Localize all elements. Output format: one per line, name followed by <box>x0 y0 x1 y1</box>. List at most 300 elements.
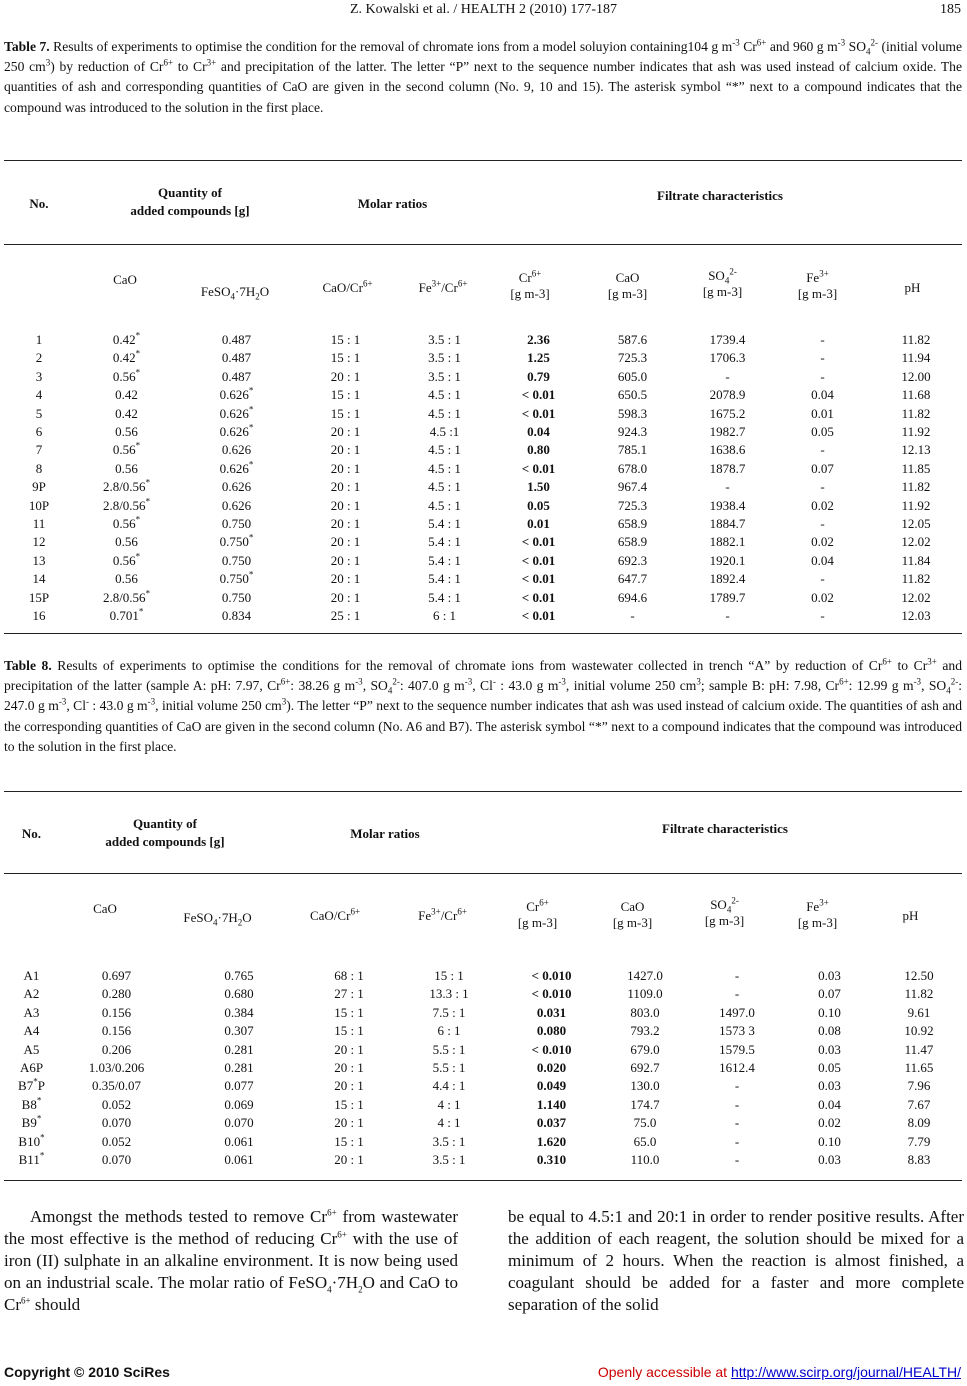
table-cell: 11.85 <box>901 460 931 476</box>
table-cell: 3.5 : 1 <box>428 350 461 366</box>
table-cell: 1.25 <box>527 350 550 366</box>
table-cell: 658.9 <box>617 534 648 550</box>
table-cell: 11 <box>32 516 46 532</box>
table7-top-rule <box>4 160 962 161</box>
table-cell: 15 : 1 <box>330 387 361 403</box>
table-cell: 0.750* <box>219 569 254 587</box>
table-cell: 0.56 <box>115 460 138 476</box>
table-cell: 2.8/0.56* <box>102 588 151 605</box>
table-cell: A5 <box>23 1041 40 1057</box>
table-cell: 20 : 1 <box>334 1041 364 1057</box>
table-cell: 11.92 <box>901 424 931 440</box>
table-cell: 4.4 : 1 <box>432 1078 466 1094</box>
table-cell: 4.5 : 1 <box>428 479 461 495</box>
table-cell: 0.56 <box>115 424 138 440</box>
table-cell: 11.82 <box>901 479 931 495</box>
table-row <box>4 515 962 533</box>
table-cell: 2078.9 <box>709 387 746 403</box>
table-cell: 0.07 <box>811 460 834 476</box>
table-cell: B9* <box>21 1113 42 1131</box>
table-row <box>4 441 962 459</box>
table-cell: < 0.01 <box>521 589 556 605</box>
table-cell: 3.5 : 1 <box>432 1152 466 1168</box>
table-cell: 1882.1 <box>709 534 746 550</box>
table-cell: 20 : 1 <box>334 1152 364 1168</box>
table-cell: 4 : 1 <box>437 1115 461 1131</box>
table-cell: 15 : 1 <box>334 1096 364 1112</box>
table-cell: 0.56* <box>112 367 141 384</box>
table-cell: 658.9 <box>617 516 648 532</box>
table-cell: 12 <box>32 534 46 550</box>
table-row <box>4 570 962 588</box>
table-cell: 605.0 <box>617 368 648 384</box>
t7-header-quantity <box>90 184 290 220</box>
table-cell: 15 : 1 <box>334 1004 364 1020</box>
table-cell: < 0.01 <box>521 608 556 624</box>
table-cell: 8.09 <box>907 1115 931 1131</box>
table-cell: - <box>734 1096 740 1112</box>
t7-sub-cao-f: CaO [g m-3] <box>607 270 648 301</box>
table-cell: 20 : 1 <box>334 1115 364 1131</box>
table-cell: 4.5 : 1 <box>428 442 461 458</box>
table-cell: 5 <box>35 405 43 421</box>
table-cell: 0.834 <box>221 608 252 624</box>
table-cell: 3.5 : 1 <box>428 332 461 347</box>
table-cell: 0.03 <box>818 968 841 983</box>
table-cell: - <box>734 1152 740 1168</box>
table-cell: 0.56* <box>112 441 141 458</box>
table-row <box>4 985 962 1003</box>
table-cell: 110.0 <box>630 1152 660 1168</box>
table-cell: 1892.4 <box>709 571 746 587</box>
table-cell: 5.4 : 1 <box>428 571 461 587</box>
table-cell: - <box>725 608 730 624</box>
table-cell: 20 : 1 <box>330 479 361 495</box>
table-cell: 1.140 <box>536 1096 567 1112</box>
t7-sub-cr6: $Cr^{6+}$ [g m-3] <box>510 268 550 301</box>
table-row <box>4 478 962 496</box>
table-row <box>4 368 962 386</box>
table-cell: 678.0 <box>617 460 648 476</box>
table-cell: 12.50 <box>904 968 934 983</box>
table-cell: 0.05 <box>527 497 550 513</box>
table-cell: 0.061 <box>224 1152 254 1168</box>
table-cell: 20 : 1 <box>330 534 361 550</box>
table-cell: < 0.01 <box>521 571 556 587</box>
table-cell: 12.02 <box>901 589 931 605</box>
table-row <box>4 386 962 404</box>
table-cell: - <box>820 442 825 458</box>
table-cell: 0.750 <box>221 552 252 568</box>
table-row <box>4 1022 962 1040</box>
journal-link[interactable]: http://www.scirp.org/journal/HEALTH/ <box>730 1364 961 1380</box>
table-cell: 0.487 <box>221 368 252 384</box>
table-cell: 967.4 <box>617 479 648 495</box>
table-cell: 6 <box>35 424 43 440</box>
table-cell: 647.7 <box>617 571 648 587</box>
table-cell: 0.42* <box>112 349 141 366</box>
table-cell: 0.42* <box>112 330 141 347</box>
table-cell: - <box>820 350 825 366</box>
table-cell: 6 : 1 <box>432 608 457 624</box>
t7-sub-so4: $SO_4^{2-}$ [g m-3] <box>702 266 743 299</box>
t8-header-filtrate: Filtrate characteristics <box>662 821 788 836</box>
table-cell: 0.02 <box>811 589 834 605</box>
table-row <box>4 460 962 478</box>
table-cell: 4 <box>35 387 43 403</box>
table8-top-rule <box>4 791 962 792</box>
table-cell: 20 : 1 <box>330 368 361 384</box>
table-cell: 0.031 <box>536 1004 567 1020</box>
table-cell: - <box>820 608 825 624</box>
table-cell: 16 <box>32 608 46 624</box>
table-cell: 0.156 <box>101 1004 132 1020</box>
table-row <box>4 1096 962 1114</box>
table-cell: 0.061 <box>224 1133 254 1149</box>
table-cell: 0.03 <box>818 1041 841 1057</box>
table-row <box>4 1059 962 1077</box>
table-cell: 20 : 1 <box>330 589 361 605</box>
table-cell: 725.3 <box>617 350 648 366</box>
table-cell: 7.79 <box>907 1133 931 1149</box>
table-cell: 7.67 <box>907 1096 931 1112</box>
table-cell: 587.6 <box>617 332 648 347</box>
table-cell: 15 : 1 <box>330 350 361 366</box>
journal-title: Z. Kowalski et al. / HEALTH 2 (2010) 177-187 <box>350 2 617 17</box>
table-cell: 12.05 <box>901 516 931 532</box>
table-cell: 0.42 <box>115 387 138 403</box>
table-cell: - <box>820 516 825 532</box>
table-cell: 20 : 1 <box>334 1060 364 1076</box>
table-row <box>4 423 962 441</box>
table-cell: 0.02 <box>811 497 834 513</box>
table8-header-rule <box>4 873 962 874</box>
table-cell: 1884.7 <box>709 516 746 532</box>
table-row <box>4 589 962 607</box>
table-cell: 10.92 <box>904 1023 934 1039</box>
table-cell: 0.280 <box>101 986 132 1002</box>
table-cell: 0.037 <box>536 1115 567 1131</box>
table-row <box>4 1151 962 1169</box>
table-cell: A4 <box>23 1023 40 1039</box>
t7-sub-cao: CaO <box>113 272 137 287</box>
table-cell: 11.82 <box>901 571 931 587</box>
table-cell: 20 : 1 <box>330 424 361 440</box>
table-cell: 15P <box>28 589 50 605</box>
table-cell: 0.03 <box>818 1078 841 1094</box>
table-cell: 0.07 <box>818 986 841 1002</box>
table-cell: - <box>820 368 825 384</box>
table-cell: 8 <box>35 460 43 476</box>
table-cell: 0.077 <box>224 1078 254 1094</box>
table-cell: 679.0 <box>630 1041 660 1057</box>
table-row <box>4 1114 962 1132</box>
table-cell: 1.50 <box>527 479 550 495</box>
table7-caption-text: Results of experiments to optimise the condition for the removal of chromate ions from a model soluyion containing104 g $m^{-3}$ $Cr^{6+}$ and 960 g $m^{-3}$ $SO_4^{2-}$ (initial volume 250 $cm^3$) by reduction of $Cr^{6+}$ to $Cr^{3+}$ and precipitation of the latter. The letter “P” next to the sequence number indicates that ash was used instead of calcium oxide. The quantities of ash and corresponding quantities of CaO are given in the second column (No. 9, 10 and 15). The asterisk symbol “*” next to a compound indicates that the compound was introduced to the solution in the first place. <box>4 37 963 115</box>
table-row <box>4 607 962 625</box>
table-cell: 10P <box>28 497 50 513</box>
table-cell: 0.701* <box>109 606 144 624</box>
table8-caption-text: Results of experiments to optimise the conditions for the removal of chromate ions from wastewater collected in trench “A” by reduction of $Cr^{6+}$ to $Cr^{3+}$ and precipitation of the latter (sample A: pH: 7.97, $Cr^{6+}$: 38.26 g $m^{-3}$, $SO_4^{2-}$: 407.0 g $m^{-3}$, Cl- : 43.0 g $m^{-3}$, initial volume 250 $cm^3$; sample B: pH: 7.98, $Cr^{6+}$: 12.99 g $m^{-3}$, $SO_4^{2-}$: 247.0 g $m^{-3}$, Cl- : 43.0 g $m^{-3}$, initial volume 250 $cm^3$). The letter “P” next to the sequence number indicates that ash was used instead of calcium oxide. The quantities of ash and the corresponding quantities of CaO are given in the second column (No. A6 and B7). The asterisk symbol “*” next to a compound indicates that the compound was introduced to the solution in the first place. <box>4 656 963 754</box>
table-cell: 15 : 1 <box>330 332 361 347</box>
table-cell: 11.82 <box>904 986 934 1002</box>
table-cell: 25 : 1 <box>330 608 361 624</box>
table-cell: 0.680 <box>224 986 254 1002</box>
table-cell: 12.13 <box>901 442 931 458</box>
table-cell: 1739.4 <box>709 332 746 347</box>
table-cell: 4.5 : 1 <box>428 497 461 513</box>
table-cell: 0.069 <box>224 1096 254 1112</box>
table-cell: 5.4 : 1 <box>428 516 461 532</box>
table-cell: 1427.0 <box>627 968 663 983</box>
table-cell: 15 : 1 <box>330 405 361 421</box>
t8-header-quantity: Quantity of added compounds [g] <box>105 816 225 849</box>
table-cell: 4.5 : 1 <box>428 405 461 421</box>
t7-header-molar: Molar ratios <box>357 196 428 211</box>
table-cell: 0.42 <box>115 405 138 421</box>
table-cell: 20 : 1 <box>330 497 361 513</box>
table-cell: 1938.4 <box>709 497 746 513</box>
table-cell: 0.05 <box>811 424 834 440</box>
table-cell: 20 : 1 <box>330 571 361 587</box>
table-cell: A1 <box>23 968 40 983</box>
table-cell: 0.56* <box>112 551 141 568</box>
table-cell: 0.04 <box>818 1096 841 1112</box>
table-cell: - <box>630 608 635 624</box>
table-cell: 12.02 <box>901 534 931 550</box>
table-cell: 11.94 <box>901 350 931 366</box>
table-row <box>4 405 962 423</box>
table-cell: A6P <box>19 1060 44 1076</box>
table-cell: 0.05 <box>818 1060 841 1076</box>
table-cell: 0.020 <box>536 1060 567 1076</box>
table-cell: 11.92 <box>901 497 931 513</box>
table-cell: - <box>734 1078 740 1094</box>
table-cell: 0.626* <box>219 459 254 476</box>
t7-sub-cao-cr: CaO/$Cr^{6+}$ <box>322 278 373 295</box>
table-cell: < 0.01 <box>521 387 556 403</box>
table-row <box>4 331 962 349</box>
table-cell: 1.03/0.206 <box>88 1060 145 1076</box>
t8-sub-ph: pH <box>902 908 919 923</box>
table-cell: 1497.0 <box>719 1004 755 1020</box>
table-cell: 14 <box>32 571 46 587</box>
table-cell: 0.310 <box>536 1152 567 1168</box>
t8-sub-feso4: $FeSO_4\cdot 7H_2O$ <box>183 910 252 928</box>
access-footer <box>598 1364 961 1380</box>
table-cell: 0.35/0.07 <box>91 1078 142 1094</box>
table-cell: 0.79 <box>527 368 550 384</box>
table-cell: - <box>820 571 825 587</box>
table-cell: 5.4 : 1 <box>428 534 461 550</box>
table-cell: 5.5 : 1 <box>432 1060 466 1076</box>
table-cell: 5.4 : 1 <box>428 589 461 605</box>
table-cell: 1789.7 <box>709 589 746 605</box>
table-cell: 12.03 <box>901 608 931 624</box>
table-cell: 725.3 <box>617 497 648 513</box>
table-cell: 1579.5 <box>719 1041 755 1057</box>
table-cell: 0.281 <box>224 1041 254 1057</box>
table-cell: - <box>820 479 825 495</box>
table-cell: 11.47 <box>904 1041 934 1057</box>
table-cell: A3 <box>23 1004 40 1020</box>
table-cell: 1920.1 <box>709 552 746 568</box>
table-cell: 0.052 <box>101 1133 132 1149</box>
table7-header-rule <box>4 244 962 245</box>
table-row <box>4 967 962 985</box>
table-cell: 20 : 1 <box>330 552 361 568</box>
table-cell: 2 <box>35 350 43 366</box>
table-cell: 793.2 <box>630 1023 660 1039</box>
t7-sub-fe-cr: $Fe^{3+}/Cr^{6+}$ <box>418 278 468 295</box>
table-cell: 75.0 <box>633 1115 657 1131</box>
table-cell: 1.620 <box>536 1133 567 1149</box>
t7-sub-ph: pH <box>904 280 921 295</box>
table-row <box>4 1004 962 1022</box>
table-cell: 0.56 <box>115 534 138 550</box>
table-cell: 27 : 1 <box>334 986 364 1002</box>
table-cell: 7.5 : 1 <box>432 1004 466 1020</box>
running-header <box>0 2 967 22</box>
table-cell: 15 : 1 <box>334 1133 364 1149</box>
t7-header-filtrate: Filtrate characteristics <box>657 188 783 203</box>
table-cell: 8.83 <box>907 1152 931 1168</box>
table-cell: 0.04 <box>527 424 550 440</box>
table-row <box>4 497 962 515</box>
table-cell: 12.00 <box>901 368 931 384</box>
table-cell: 20 : 1 <box>330 442 361 458</box>
table-cell: 0.626* <box>219 404 254 421</box>
t7-sub-feso4: $FeSO_4\cdot 7H_2O$ <box>200 284 270 302</box>
table-cell: B7*P <box>18 1077 45 1094</box>
table-cell: 3.5 : 1 <box>432 1133 466 1149</box>
table-cell: 1982.7 <box>709 424 746 440</box>
table-cell: 0.281 <box>224 1060 254 1076</box>
table-cell: 0.049 <box>536 1078 567 1094</box>
table-cell: 692.7 <box>630 1060 660 1076</box>
table-cell: 0.02 <box>811 534 834 550</box>
table-cell: < 0.010 <box>531 986 572 1002</box>
table-cell: 0.750* <box>219 533 254 550</box>
table-cell: 9.61 <box>907 1004 931 1020</box>
table7-caption-label: Table 7. <box>4 39 50 54</box>
table7-bottom-rule <box>4 633 962 634</box>
table-cell: 0.626 <box>221 442 252 458</box>
table-cell: 20 : 1 <box>334 1078 364 1094</box>
copyright-footer: Copyright © 2010 SciRes <box>4 1364 170 1380</box>
table-cell: 0.04 <box>811 387 834 403</box>
table-cell: 785.1 <box>617 442 648 458</box>
table8-caption-label: Table 8. <box>4 658 52 673</box>
table-cell: 0.626* <box>219 385 254 403</box>
table-cell: 7 <box>35 442 43 458</box>
table-cell: 0.01 <box>527 516 550 532</box>
table-cell: 692.3 <box>617 552 648 568</box>
table-cell: < 0.01 <box>521 460 556 476</box>
t8-header-molar: Molar ratios <box>350 826 420 841</box>
table-cell: 0.487 <box>221 350 252 366</box>
table-cell: 1 <box>35 332 43 347</box>
table-cell: 7.96 <box>907 1078 931 1094</box>
table-cell: 0.80 <box>527 442 550 458</box>
table-cell: - <box>820 332 825 347</box>
table-cell: 0.02 <box>818 1115 841 1131</box>
table-cell: 0.10 <box>818 1004 841 1020</box>
table-row <box>4 533 962 551</box>
table-row <box>4 1133 962 1151</box>
table-cell: - <box>725 368 730 384</box>
table-cell: 15 : 1 <box>434 968 464 983</box>
table-cell: 0.156 <box>101 1023 132 1039</box>
table-cell: 3.5 : 1 <box>428 368 461 384</box>
table-cell: B11* <box>18 1150 45 1168</box>
table-cell: 0.070 <box>101 1152 132 1168</box>
table-cell: 1109.0 <box>627 986 663 1002</box>
table-cell: 65.0 <box>633 1133 657 1149</box>
table-row <box>4 1041 962 1059</box>
table-cell: 1706.3 <box>709 350 746 366</box>
table-cell: 2.8/0.56* <box>102 477 151 495</box>
table-cell: 4.5 : 1 <box>428 460 461 476</box>
table-cell: 4.5 :1 <box>429 424 460 440</box>
t8-header-no: No. <box>21 826 42 841</box>
table-cell: 598.3 <box>617 405 648 421</box>
table-cell: < 0.01 <box>521 534 556 550</box>
table7-body <box>4 331 962 626</box>
table-cell: 650.5 <box>617 387 648 403</box>
table-cell: 0.307 <box>224 1023 254 1039</box>
table-cell: A2 <box>23 986 40 1002</box>
table-cell: 0.03 <box>818 1152 841 1168</box>
table-cell: 13.3 : 1 <box>429 986 469 1002</box>
table-cell: - <box>734 1133 740 1149</box>
table-cell: 5.4 : 1 <box>428 552 461 568</box>
t8-sub-cao-cr: CaO/$Cr^{6+}$ <box>309 906 361 923</box>
table-cell: 0.56 <box>115 571 138 587</box>
table-cell: < 0.01 <box>521 552 556 568</box>
table8-bottom-rule <box>4 1180 962 1181</box>
table-cell: 11.82 <box>901 405 931 421</box>
table-row <box>4 1077 962 1095</box>
table-cell: 1612.4 <box>719 1060 755 1076</box>
table-cell: 11.82 <box>901 332 931 347</box>
table8-body <box>4 967 962 1169</box>
table-cell: 0.206 <box>101 1041 132 1057</box>
table-cell: 20 : 1 <box>330 516 361 532</box>
table-row <box>4 349 962 367</box>
table-cell: 0.052 <box>101 1096 132 1112</box>
table-cell: 130.0 <box>630 1078 660 1094</box>
table-cell: 0.750 <box>221 516 252 532</box>
table-cell: 0.070 <box>101 1115 132 1131</box>
table-cell: - <box>734 986 740 1002</box>
table-cell: 1878.7 <box>709 460 746 476</box>
table-cell: 13 <box>32 552 46 568</box>
t8-sub-cr6: $Cr^{6+}$ [g m-3] <box>517 897 558 930</box>
t7-header-quantity-l1: Quantity of <box>158 185 222 200</box>
table-cell: 803.0 <box>630 1004 660 1020</box>
table-cell: - <box>725 479 730 495</box>
t8-sub-cao-f: CaO [g m-3] <box>612 899 653 930</box>
table-cell: 0.626* <box>219 422 254 440</box>
table-cell: 4.5 : 1 <box>428 387 461 403</box>
table-cell: 0.070 <box>224 1115 254 1131</box>
table-cell: 0.56* <box>112 514 141 532</box>
t7-header-no: No. <box>29 196 49 211</box>
t8-sub-fe3: $Fe^{3+}$ [g m-3] <box>797 897 838 930</box>
page-number: 185 <box>940 2 961 17</box>
table-cell: 174.7 <box>630 1096 660 1112</box>
